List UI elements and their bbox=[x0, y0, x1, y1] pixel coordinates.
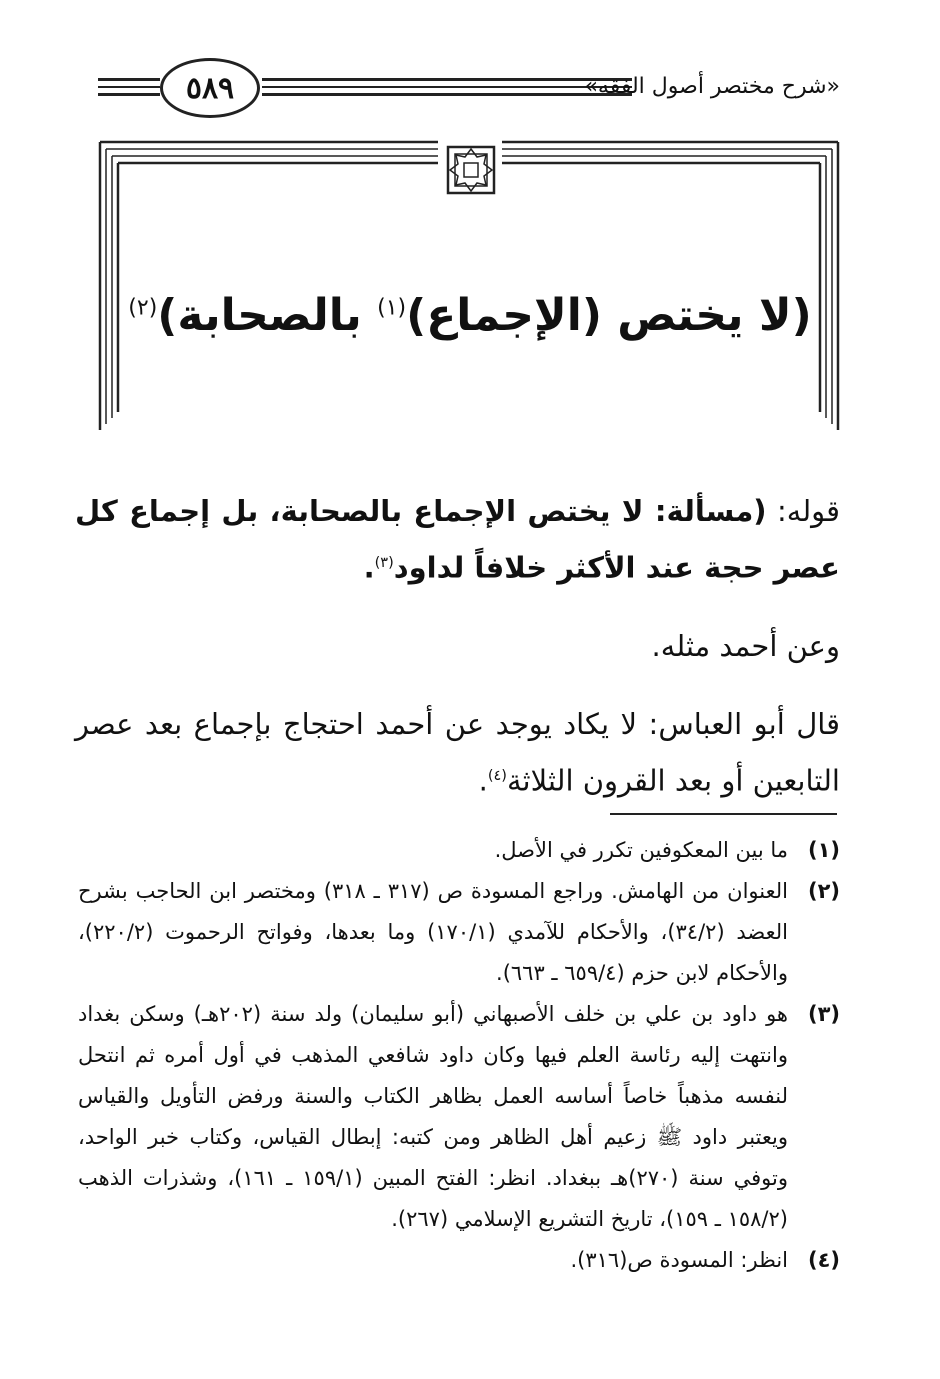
footnote-2: (٢) العنوان من الهامش. وراجع المسودة ص (٣١٧ ـ ٣١٨) ومختصر ابن الحاجب بشرح العضد (٣٤/٢)، والأحكام للآمدي (١٧٠/١) وما بعدها، وفواتح الرحموت (٢٢٠/٢)، والأحكام لابن حزم (٦٥٩/٤ ـ ٦٦٣). bbox=[78, 879, 840, 985]
footnote-1: (١) ما بين المعكوفين تكرر في الأصل. bbox=[494, 838, 840, 862]
footnote-ref-2: (٢) bbox=[128, 295, 158, 321]
footnote-ref-4: (٤) bbox=[487, 767, 507, 784]
paragraph-3: قال أبو العباس: لا يكاد يوجد عن أحمد احتجاج بإجماع بعد عصر التابعين أو بعد القرون الثلاثة$^{(٤)}$. bbox=[75, 706, 840, 798]
running-title: «شرح مختصر أصول الفقه» bbox=[584, 74, 840, 99]
footnote-separator bbox=[610, 813, 837, 815]
chapter-title: (لا يختص (الإجماع)$^{(١)}$ بالصحابة)$^{(٢)}$ bbox=[128, 290, 812, 341]
paragraph-2: وعن أحمد مثله. bbox=[651, 628, 840, 663]
main-text bbox=[75, 485, 840, 832]
footnote-3: (٣) هو داود بن علي بن خلف الأصبهاني (أبو سليمان) ولد سنة (٢٠٢هـ) وسكن بغداد وانتهت إليه رئاسة العلم فيها وكان داود شافعي المذهب في أول أمره ثم انتحل لنفسه مذهباً خاصاً أساسه العمل بظاهر الكتاب والسنة ورفض التأويل والقياس ويعتبر داود ﷺ زعيم أهل الظاهر ومن كتبه: إبطال القياس، وكتاب خبر الواحد، وتوفي سنة (٢٧٠)هـ ببغداد. انظر: الفتح المبين (١٥٩/١ ـ ١٦١)، وشذرات الذهب (١٥٨/٢ ـ ١٥٩)، تاريخ التشريع الإسلامي (٢٦٧). bbox=[78, 1002, 840, 1231]
page-number: ٥٨٩ bbox=[160, 58, 260, 118]
footnote-ref-3: (٣) bbox=[374, 555, 394, 571]
ornament-icon bbox=[448, 147, 494, 193]
footnote-ref-1: (١) bbox=[377, 295, 407, 321]
paragraph-1: قوله: (مسألة: لا يختص الإجماع بالصحابة، بل إجماع كل عصر حجة عند الأكثر خلافاً لداود$^{(٣)}$. bbox=[75, 494, 841, 585]
footnotes bbox=[78, 830, 840, 1281]
title-frame bbox=[0, 0, 940, 440]
footnote-4: (٤) انظر: المسودة ص(٣١٦). bbox=[570, 1248, 840, 1272]
